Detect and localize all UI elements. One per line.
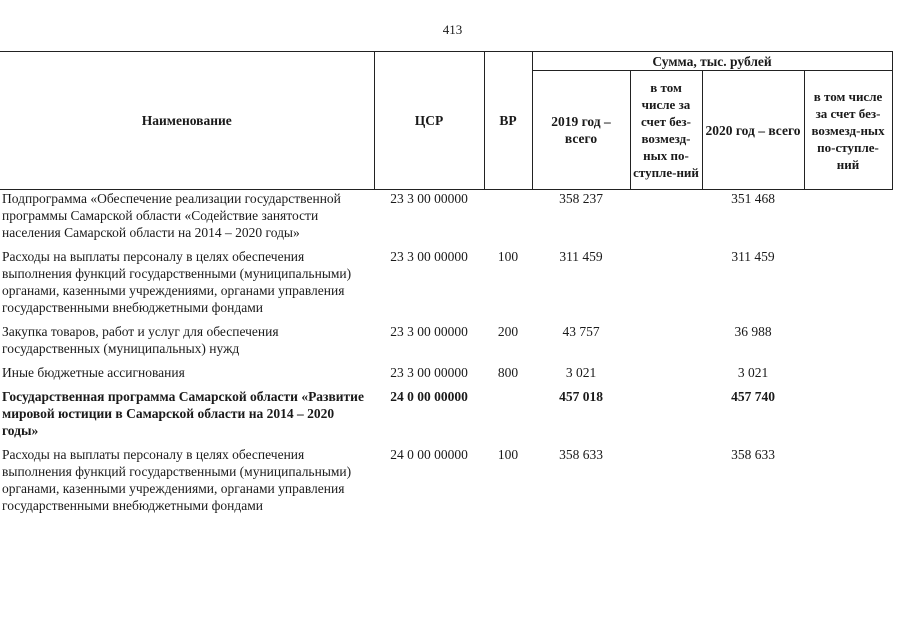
row-vr (484, 388, 532, 446)
row-csr: 23 3 00 00000 (390, 324, 468, 339)
header-sum-group: Сумма, тыс. рублей (532, 52, 892, 71)
row-csr: 23 3 00 00000 (390, 365, 468, 380)
table-row (0, 190, 892, 249)
table-row (0, 248, 892, 323)
row-name: Расходы на выплаты персоналу в целях обеспечения выполнения функций государственными (муниципальными) органами, казенными учреждениями, органами управления государственными внебюджетными фондами (2, 447, 352, 513)
row-csr: 24 0 00 00000 (390, 389, 468, 404)
row-2020-total: 3 021 (737, 365, 769, 380)
header-2019-total: 2019 год – всего (532, 71, 630, 190)
row-2019-total: 358 633 (559, 447, 603, 462)
table-row (0, 388, 892, 446)
row-2019-total: 311 459 (559, 249, 603, 264)
row-2019-total: 457 018 (559, 389, 603, 404)
row-2019-free (630, 248, 702, 323)
row-2020-free (804, 323, 892, 364)
header-2020-free: в том числе за счет без-возмезд-ных по-ступле-ний (804, 71, 892, 190)
table-header (0, 52, 892, 190)
header-vr: ВР (484, 52, 532, 190)
table-row (0, 323, 892, 364)
row-2019-total: 358 237 (559, 191, 603, 206)
row-csr: 24 0 00 00000 (390, 447, 468, 462)
row-2020-free (804, 190, 892, 249)
row-name: Закупка товаров, работ и услуг для обеспечения государственных (муниципальных) нужд (2, 324, 279, 356)
row-2020-free (804, 364, 892, 388)
row-vr: 200 (497, 324, 519, 339)
row-2020-total: 457 740 (731, 389, 775, 404)
header-2019-free: в том числе за счет без-возмезд-ных по-ступле-ний (630, 71, 702, 190)
table-body (0, 190, 892, 522)
budget-table (0, 51, 893, 521)
table-row (0, 364, 892, 388)
header-name: Наименование (0, 52, 374, 190)
row-2020-total: 351 468 (731, 191, 775, 206)
row-name: Расходы на выплаты персоналу в целях обеспечения выполнения функций государственными (муниципальными) органами, казенными учреждениями, органами управления государственными внебюджетными фондами (2, 249, 352, 315)
row-name: Подпрограмма «Обеспечение реализации государственной программы Самарской области «Содействие занятости населения Самарской области на 2014 – 2020 годы» (2, 191, 341, 240)
row-2020-free (804, 388, 892, 446)
row-2019-free (630, 446, 702, 521)
row-2020-free (804, 446, 892, 521)
row-2019-total: 43 757 (562, 324, 600, 339)
row-2019-free (630, 388, 702, 446)
row-vr: 100 (497, 447, 519, 462)
row-vr: 100 (497, 249, 519, 264)
page-number: 413 (442, 22, 463, 37)
row-2020-free (804, 248, 892, 323)
row-2019-free (630, 190, 702, 249)
row-csr: 23 3 00 00000 (390, 249, 468, 264)
row-2019-free (630, 323, 702, 364)
header-2020-total: 2020 год – всего (702, 71, 804, 190)
header-csr: ЦСР (374, 52, 484, 190)
row-name: Иные бюджетные ассигнования (2, 365, 185, 380)
row-2020-total: 358 633 (731, 447, 775, 462)
row-vr (484, 190, 532, 249)
row-2019-free (630, 364, 702, 388)
row-2020-total: 311 459 (731, 249, 775, 264)
row-2020-total: 36 988 (734, 324, 772, 339)
row-2019-total: 3 021 (565, 365, 597, 380)
table-row (0, 446, 892, 521)
row-vr: 800 (497, 365, 519, 380)
row-csr: 23 3 00 00000 (390, 191, 468, 206)
row-name: Государственная программа Самарской области «Развитие мировой юстиции в Самарской области на 2014 – 2020 годы» (2, 389, 364, 438)
